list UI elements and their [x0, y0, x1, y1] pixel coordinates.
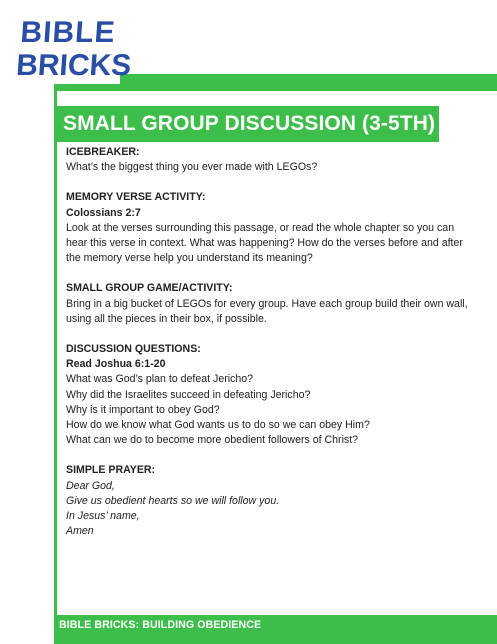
discussion-reading: Read Joshua 6:1-20 — [66, 358, 166, 371]
memory-verse-reference: Colossians 2:7 — [66, 206, 141, 219]
prayer-heading: SIMPLE PRAYER: — [66, 464, 156, 477]
footer-text: BIBLE BRICKS: BUILDING OBEDIENCE — [59, 619, 262, 631]
margin-rule — [54, 91, 57, 644]
discussion-heading: DISCUSSION QUESTIONS: — [66, 343, 201, 356]
memory-verse-line: hear this verse in context. What was happening? How do the verses before and after — [66, 237, 463, 250]
discussion-question: Why is it important to obey God? — [66, 403, 220, 416]
memory-verse-heading: MEMORY VERSE ACTIVITY: — [66, 191, 206, 204]
memory-verse-line: the memory verse help you understand its meaning? — [66, 252, 313, 265]
memory-verse-section — [66, 190, 486, 266]
prayer-amen: Amen — [66, 525, 94, 538]
icebreaker-text: What’s the biggest thing you ever made with LEGOs? — [66, 161, 318, 174]
discussion-question: What was God’s plan to defeat Jericho? — [66, 373, 254, 386]
memory-verse-line: Look at the verses surrounding this passage, or read the whole chapter so you can — [66, 221, 455, 234]
prayer-closing: In Jesus’ name, — [66, 510, 140, 523]
icebreaker-heading: ICEBREAKER: — [66, 146, 140, 158]
logo-line-1: BIBLE — [19, 16, 117, 49]
footer-bar — [54, 615, 497, 644]
discussion-question: How do we know what God wants us to do so we can obey Him? — [66, 419, 370, 432]
prayer-body: Give us obedient hearts so we will follow you. — [66, 494, 280, 507]
discussion-question: What can we do to become more obedient followers of Christ? — [66, 434, 359, 447]
discussion-question: Why did the Israelites succeed in defeating Jericho? — [66, 388, 311, 401]
logo-line-2: BRICKS — [15, 49, 133, 82]
main-content — [66, 145, 486, 539]
bible-bricks-logo — [10, 12, 133, 84]
discussion-section — [66, 342, 486, 448]
page-title: SMALL GROUP DISCUSSION (3-5TH) — [63, 112, 436, 135]
game-line: Bring in a big bucket of LEGOs for every group. Have each group build their own wall, — [66, 297, 468, 310]
title-banner — [54, 106, 439, 142]
icebreaker-section — [66, 145, 486, 175]
prayer-opening: Dear God, — [66, 479, 115, 492]
game-section — [66, 281, 486, 327]
prayer-section — [66, 463, 486, 539]
game-heading: SMALL GROUP GAME/ACTIVITY: — [66, 282, 233, 295]
game-line: using all the pieces in their box, if possible. — [66, 312, 267, 325]
